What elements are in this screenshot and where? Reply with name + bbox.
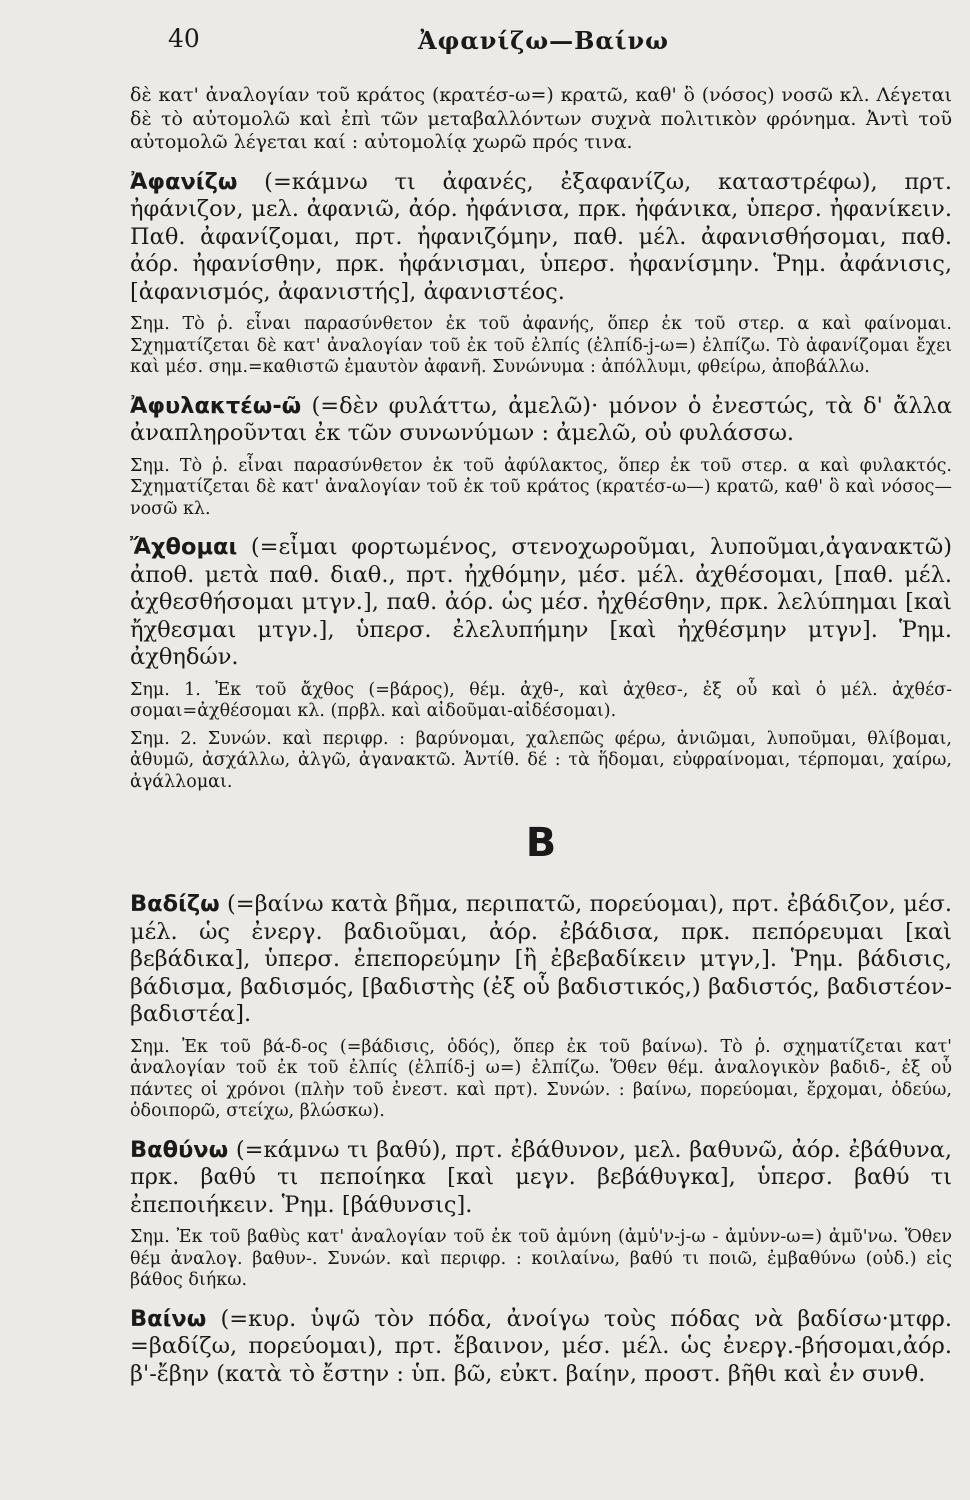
entry-note: Σημ. 2. Συνών. καὶ περιφρ. : βαρύνομαι, χαλεπῶς φέρω, ἀνιῶμαι, λυποῦμαι, θλίβομαι, ἀθυμῶ, ἀσχάλλω, ἀλγῶ, ἀγανακτῶ. Ἀντίθ. δέ : τὰ ἥδομαι, εὐφραίνομαι, τέρπομαι, χαίρω, ἀγάλλομαι. (130, 728, 952, 792)
entry-note: Σημ. Ἐκ τοῦ βαθὺς κατ' ἀναλογίαν τοῦ ἐκ τοῦ ἀμύνη (ἀμὑ'ν-j-ω - ἀμὑνν-ω=) ἀμῦ'νω. Ὅθεν θέμ ἀναλογ. βαθυν-. Συνών. καὶ περιφρ. : κοιλαίνω, βαθύ τι ποιῶ, ἐμβαθύνω (οὐδ.) εἰς βάθος διήκω. (130, 1227, 952, 1290)
entry-body: (=βαίνω κατὰ βῆμα, περιπατῶ, πορεύομαι), πρτ. ἐβάδιζον, μέσ. μέλ. ὡς ἐνεργ. βαδιοῦμαι, ἀόρ. ἐβάδισα, πρκ. πεπόρευμαι [καὶ βεβάδικα], ὑπερσ. ἐπεπορεύμην [ἢ ἐβεβαδίκειν μτγν,]. Ῥημ. βάδισις, βάδισμα, βαδισμός, [βαδιστὴς (ἐξ οὗ βαδιστικός,) βαδιστός, βαδιστέον- βαδιστέα]. (130, 891, 952, 1027)
page-header (0, 22, 970, 62)
entry-note: Σημ. Ἐκ τοῦ βά-δ-ος (=βάδισις, ὁδός), ὅπερ ἐκ τοῦ βαίνω). Τὸ ῥ. σχηματίζεται κατ' ἀναλογίαν τοῦ ἐκ τοῦ ἐλπίς (ἐλπίδ-j ω=) ἐλπίζω. Ὅθεν θέμ. ἀναλογικὸν βαδιδ-, ἐξ οὗ πάντες οἱ χρόνοι (πλὴν τοῦ ἐνεστ. καὶ πρτ). Συνών. : βαίνω, πορεύομαι, ἔρχομαι, ὁδεύω, ὁδοιπορῶ, στείχω, βλώσκω). (130, 1036, 952, 1121)
entry-headword: Ἄχθομαι (130, 534, 238, 560)
entry-note: Σημ. 1. Ἐκ τοῦ ἄχθος (=βάρος), θέμ. ἀχθ-, καὶ ἀχθεσ-, ἐξ οὗ καὶ ὁ μέλ. ἀχθέσ-σομαι=ἀχθέσομαι κλ. (πρβλ. καὶ αἰδοῦμαι-αἰδέσομαι). (130, 679, 952, 721)
section-letter: Β (525, 820, 557, 866)
entry-note: Σημ. Τὸ ῥ. εἶναι παρασύνθετον ἐκ τοῦ ἀφανής, ὅπερ ἐκ τοῦ στερ. α καὶ φαίνομαι. Σχηματίζεται δὲ κατ' ἀναλογίαν τοῦ ἐκ τοῦ ἐλπίς (ἐλπίδ-j-ω=) ἐλπίζω. Τὸ ἀφανίζομαι ἔχει καὶ μέσ. σημ.=καθιστῶ ἐμαυτὸν ἀφανῆ. Συνώνυμα : ἀπόλλυμι, φθείρω, ἀποβάλλω. (130, 314, 952, 377)
entry-headword: Βαδίζω (130, 891, 220, 917)
entry-headword: Ἀφυλακτέω-ῶ (130, 392, 302, 419)
entry-badizo (130, 891, 952, 1029)
entry-note: Σημ. Τὸ ῥ. εἶναι παρασύνθετον ἐκ τοῦ ἀφύλακτος, ὅπερ ἐκ τοῦ στερ. α καὶ φυλακτός. Σχηματίζεται δὲ κατ' ἀναλογίαν τοῦ ἐκ τοῦ κράτος (κρατέσ-ω—) κρατῶ, καθ' ὃ καὶ νόσος—νοσῶ κλ. (130, 455, 952, 519)
entry-body: (=κυρ. ὑψῶ τὸν πόδα, ἀνοίγω τοὺς πόδας νὰ βαδίσω·μτφρ. =βαδίζω, πορεύομαι), πρτ. ἔβαινον, μέσ. μέλ. ὡς ἐνεργ.-βήσομαι,ἀόρ. β'-ἔβην (κατὰ τὸ ἔστην : ὑπ. βῶ, εὐκτ. βαίην, προστ. βῆθι καὶ ἐν συνθ. (130, 1305, 952, 1387)
entry-achthomai (130, 534, 952, 672)
entry-afanizo (130, 169, 952, 307)
entry-body: (=εἶμαι φορτωμένος, στενοχωροῦμαι, λυποῦμαι,ἀγανακτῶ) ἀποθ. μετὰ παθ. διαθ., πρτ. ἠχθόμην, μέσ. μέλ. ἀχθέσομαι, [παθ. μέλ. ἀχθεσθήσομαι μτγν.], παθ. ἀόρ. ὡς μέσ. ἠχθέσθην, πρκ. λελύπημαι [καὶ ἤχθεσμαι μτγν.], ὑπερσ. ἐλελυπήμην [καὶ ἠχθέσμην μτγν]. Ῥημ. ἀχθηδών. (130, 534, 952, 670)
entry-baino (130, 1306, 952, 1389)
continued-note: δὲ κατ' ἀναλογίαν τοῦ κράτος (κρατέσ-ω=) κρατῶ, καθ' ὃ (νόσος) νοσῶ κλ. Λέγεται δὲ τὸ αὐτομολῶ καὶ ἐπὶ τῶν μεταβαλλόντων συχνὰ πολιτικὸν φρόνημα. Ἀντὶ τοῦ αὐτομολῶ λέγεται καί : αὐτομολίᾳ χωρῶ πρός τινα. (130, 84, 952, 153)
entry-headword: Βαθύνω (130, 1136, 229, 1163)
entry-headword: Ἀφανίζω (130, 168, 238, 195)
entry-body: (=κάμνω τι βαθύ), πρτ. ἐβάθυνον, μελ. βαθυνῶ, ἀόρ. ἐβάθυνα, πρκ. βαθύ τι πεποίηκα [καὶ μεγν. βεβάθυγκα], ὑπερσ. βαθύ τι ἐπεποιήκειν. Ῥημ. [βάθυνσις]. (130, 1136, 952, 1218)
entry-bathyno (130, 1137, 952, 1220)
page-content (130, 84, 952, 1388)
running-head: Ἀφανίζω—Βαίνω (418, 26, 670, 55)
entry-afylakteo (130, 393, 952, 448)
page-number: 40 (168, 24, 200, 53)
entry-body: (=δὲν φυλάττω, ἀμελῶ)· μόνον ὁ ἐνεστώς, τὰ δ' ἄλλα ἀναπληροῦνται ἐκ τῶν συνωνύμων : ἀμελῶ, οὐ φυλάσσω. (130, 392, 952, 446)
entry-body: (=κάμνω τι ἀφανές, ἐξαφανίζω, καταστρέφω), πρτ. ἠφάνιζον, μελ. ἀφανιῶ, ἀόρ. ἠφάνισα, πρκ. ἠφάνικα, ὑπερσ. ἠφανίκειν. Παθ. ἀφανίζομαι, πρτ. ἠφανιζόμην, παθ. μέλ. ἀφανισθήσομαι, παθ. ἀόρ. ἠφανίσθην, πρκ. ἠφάνισμαι, ὑπερσ. ἠφανίσμην. Ῥημ. ἀφάνισις, [ἀφανισμός, ἀφανιστής], ἀφανιστέος. (130, 168, 952, 305)
entry-headword: Βαίνω (130, 1305, 207, 1332)
